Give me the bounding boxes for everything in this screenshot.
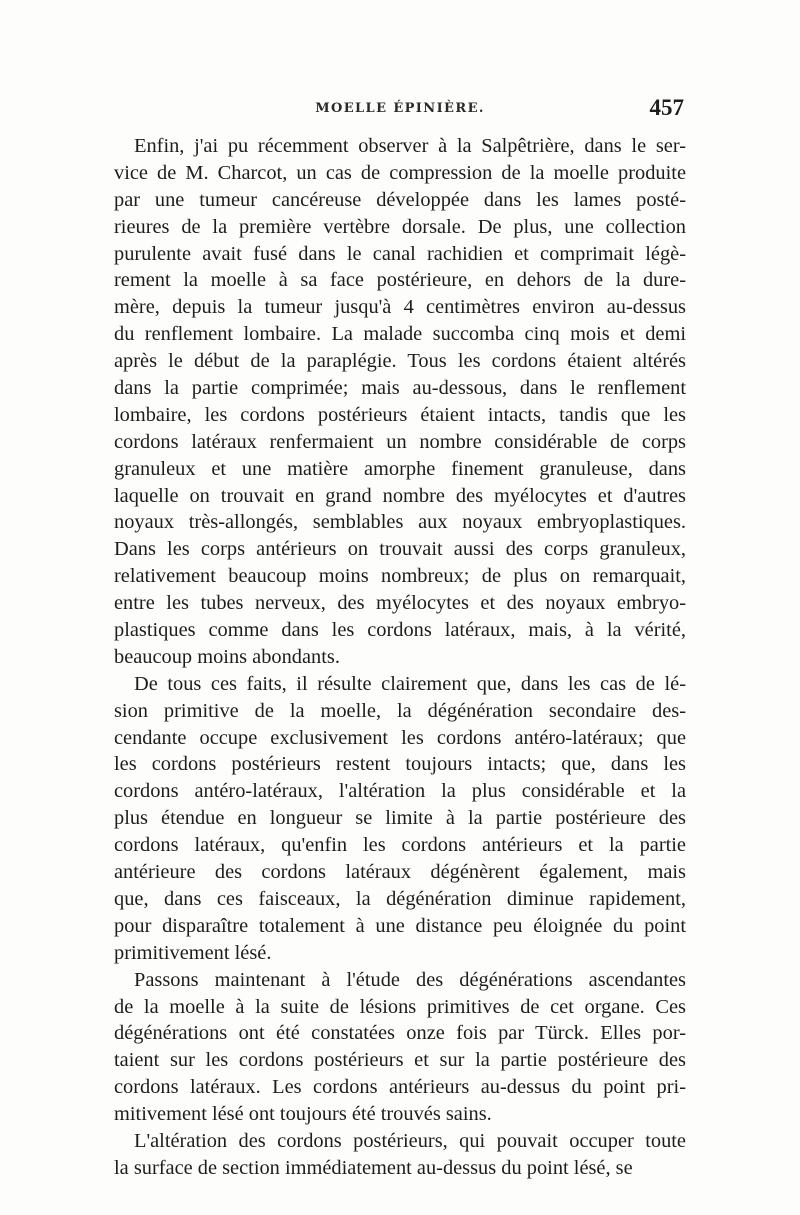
page-header: [114, 95, 686, 125]
text-line: les cordons postérieurs restent toujours intacts; que, dans les: [114, 753, 686, 776]
text-line: par une tumeur cancéreuse développée dans les lames posté-: [114, 188, 686, 211]
text-line: antérieure des cordons latéraux dégénèrent également, mais: [114, 861, 686, 884]
text-line: rieures de la première vertèbre dorsale. De plus, une collection: [114, 215, 686, 238]
text-line: granuleux et une matière amorphe finement granuleuse, dans: [114, 457, 686, 480]
text-line: mère, depuis la tumeur jusqu'à 4 centimètres environ au-dessus: [114, 296, 686, 319]
text-line: Dans les corps antérieurs on trouvait aussi des corps granuleux,: [114, 538, 686, 561]
text-line: dans la partie comprimée; mais au-dessous, dans le renflement: [114, 377, 686, 400]
text-line: que, dans ces faisceaux, la dégénération diminue rapidement,: [114, 887, 686, 910]
paragraph: [114, 671, 686, 967]
text-line: beaucoup moins abondants.: [114, 645, 340, 668]
text-line: laquelle on trouvait en grand nombre des myélocytes et d'autres: [114, 484, 686, 507]
page-number: 457: [649, 95, 684, 120]
text-line: L'altération des cordons postérieurs, qui pouvait occuper toute: [134, 1129, 686, 1152]
text-line: noyaux très-allongés, semblables aux noyaux embryoplastiques.: [114, 511, 686, 534]
text-line: cordons latéraux, qu'enfin les cordons antérieurs et la partie: [114, 834, 686, 857]
text-line: dégénérations ont été constatées onze fois par Türck. Elles por-: [114, 1022, 686, 1045]
text-line: pour disparaître totalement à une distance peu éloignée du point: [114, 914, 686, 937]
text-line: après le début de la paraplégie. Tous les cordons étaient altérés: [114, 350, 686, 373]
text-line: du renflement lombaire. La malade succomba cinq mois et demi: [114, 323, 686, 346]
paragraph: [114, 133, 686, 671]
paragraph: [114, 967, 686, 1128]
text-line: cendante occupe exclusivement les cordons antéro-latéraux; que: [114, 726, 686, 749]
running-title: MOELLE ÉPINIÈRE.: [315, 101, 485, 116]
text-line: Passons maintenant à l'étude des dégénérations ascendantes: [134, 968, 686, 991]
text-line: De tous ces faits, il résulte clairement que, dans les cas de lé-: [134, 672, 686, 695]
text-line: mitivement lésé ont toujours été trouvés sains.: [114, 1103, 492, 1126]
text-line: relativement beaucoup moins nombreux; de plus on remarquait,: [114, 565, 686, 588]
text-line: cordons latéraux renfermaient un nombre considérable de corps: [114, 430, 686, 453]
text-line: taient sur les cordons postérieurs et sur la partie postérieure des: [114, 1049, 686, 1072]
text-line: cordons antéro-latéraux, l'altération la plus considérable et la: [114, 780, 686, 803]
paragraph: [114, 1128, 686, 1182]
text-line: purulente avait fusé dans le canal rachidien et comprimait légè-: [114, 242, 686, 265]
text-line: sion primitive de la moelle, la dégénération secondaire des-: [114, 699, 686, 722]
text-line: plastiques comme dans les cordons latéraux, mais, à la vérité,: [114, 619, 686, 642]
text-line: primitivement lésé.: [114, 941, 272, 964]
text-line: cordons latéraux. Les cordons antérieurs au-dessus du point pri-: [114, 1076, 686, 1099]
text-line: entre les tubes nerveux, des myélocytes et des noyaux embryo-: [114, 592, 686, 615]
text-line: vice de M. Charcot, un cas de compression de la moelle produite: [114, 161, 686, 184]
text-line: Enfin, j'ai pu récemment observer à la Salpêtrière, dans le ser-: [134, 135, 686, 157]
body-text: [114, 133, 686, 1182]
text-line: lombaire, les cordons postérieurs étaient intacts, tandis que les: [114, 403, 686, 426]
text-line: rement la moelle à sa face postérieure, en dehors de la dure-: [114, 269, 686, 292]
text-line: plus étendue en longueur se limite à la partie postérieure des: [114, 807, 686, 830]
text-line: la surface de section immédiatement au-dessus du point lésé, se: [114, 1156, 633, 1179]
text-line: de la moelle à la suite de lésions primitives de cet organe. Ces: [114, 995, 686, 1018]
